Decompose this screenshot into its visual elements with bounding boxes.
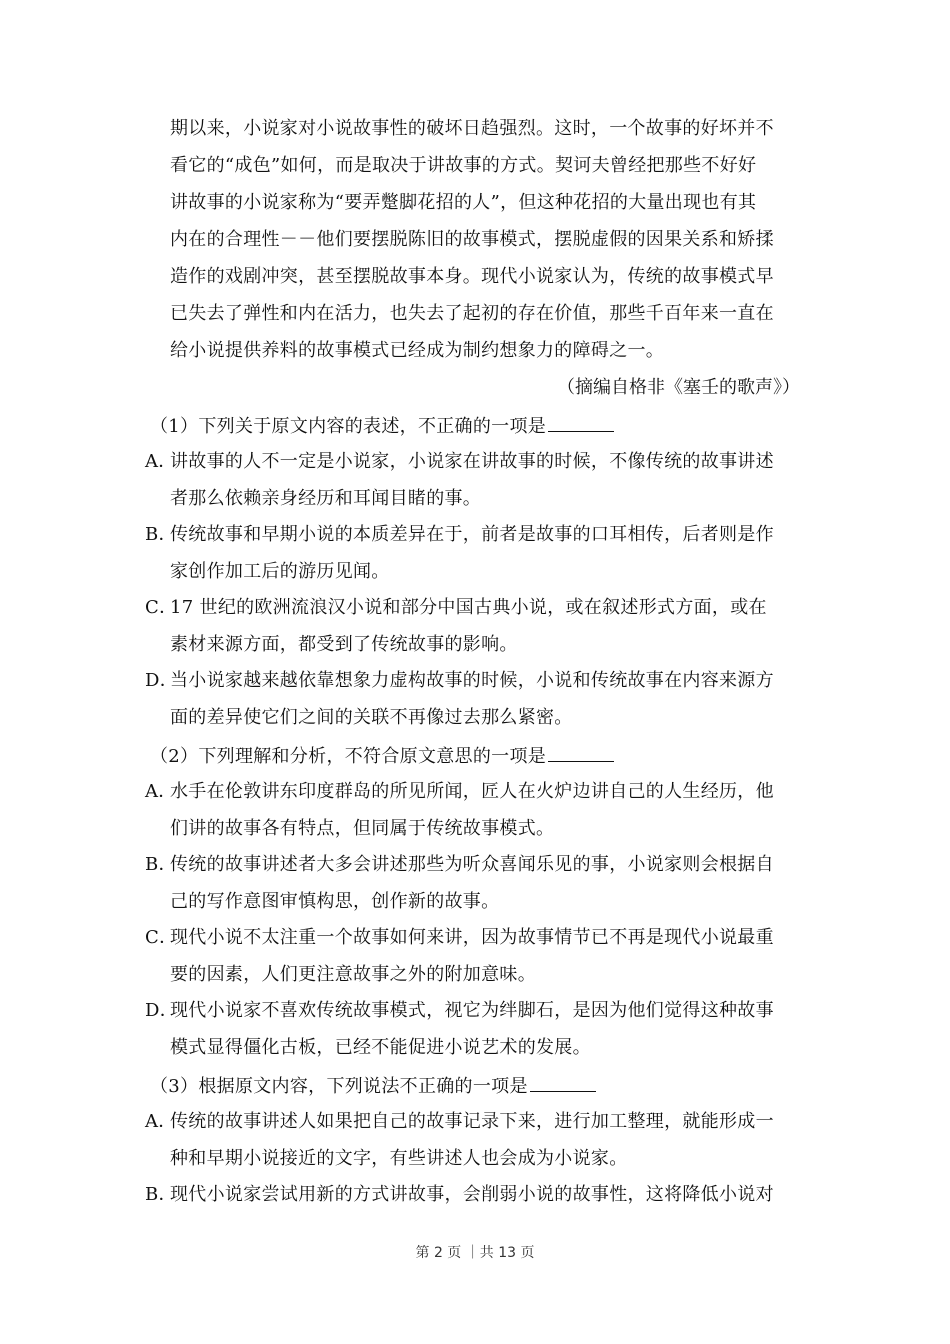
option-label: B． bbox=[145, 1184, 177, 1205]
passage-line: 讲故事的小说家称为“要弄蹩脚花招的人”，但这种花招的大量出现也有其 bbox=[170, 192, 757, 213]
option-text: 传统的故事讲述者大多会讲述那些为听众喜闻乐见的事，小说家则会根据自 bbox=[170, 854, 774, 875]
option-label: C． bbox=[145, 597, 178, 618]
option-text: 传统故事和早期小说的本质差异在于，前者是故事的口耳相传，后者则是作 bbox=[170, 524, 774, 545]
option-text: 当小说家越来越依靠想象力虚构故事的时候，小说和传统故事在内容来源方 bbox=[170, 670, 774, 691]
option-text: 传统的故事讲述人如果把自己的故事记录下来，进行加工整理，就能形成一 bbox=[170, 1111, 774, 1132]
option-text: 素材来源方面，都受到了传统故事的影响。 bbox=[170, 634, 518, 655]
answer-blank bbox=[530, 1073, 596, 1092]
option-text: 们讲的故事各有特点，但同属于传统故事模式。 bbox=[170, 818, 555, 839]
passage-line: 内在的合理性－－他们要摆脱陈旧的故事模式，摆脱虚假的因果关系和矫揉 bbox=[170, 229, 774, 250]
option-text: 要的因素，人们更注意故事之外的附加意味。 bbox=[170, 964, 536, 985]
option-text: 者那么依赖亲身经历和耳闻目睹的事。 bbox=[170, 488, 482, 509]
option-text: 水手在伦敦讲东印度群岛的所见所闻，匠人在火炉边讲自己的人生经历，他 bbox=[170, 781, 774, 802]
question-2-stem bbox=[150, 743, 614, 769]
answer-blank bbox=[548, 413, 614, 432]
option-label: A． bbox=[145, 1111, 177, 1132]
question-stem-text: （1）下列关于原文内容的表述，不正确的一项是 bbox=[150, 416, 547, 437]
option-label: C． bbox=[145, 927, 178, 948]
option-label: D． bbox=[145, 1000, 179, 1021]
option-text: 现代小说家不喜欢传统故事模式，视它为绊脚石，是因为他们觉得这种故事 bbox=[170, 1000, 774, 1021]
passage-line: 造作的戏剧冲突，甚至摆脱故事本身。现代小说家认为，传统的故事模式早 bbox=[170, 266, 774, 287]
question-1-stem bbox=[150, 413, 614, 439]
question-3-stem bbox=[150, 1073, 596, 1099]
passage-source: （摘编自格非《塞壬的歌声》） bbox=[557, 377, 800, 398]
option-label: A． bbox=[145, 451, 177, 472]
option-text: 家创作加工后的游历见闻。 bbox=[170, 561, 390, 582]
question-stem-text: （3）根据原文内容，下列说法不正确的一项是 bbox=[150, 1076, 528, 1097]
question-stem-text: （2）下列理解和分析，不符合原文意思的一项是 bbox=[150, 746, 547, 767]
passage-line: 看它的“成色”如何，而是取决于讲故事的方式。契诃夫曾经把那些不好好 bbox=[170, 155, 757, 176]
option-text: 模式显得僵化古板，已经不能促进小说艺术的发展。 bbox=[170, 1037, 591, 1058]
option-text: 己的写作意图审慎构思，创作新的故事。 bbox=[170, 891, 500, 912]
option-text: 讲故事的人不一定是小说家，小说家在讲故事的时候，不像传统的故事讲述 bbox=[170, 451, 774, 472]
passage-line: 给小说提供养料的故事模式已经成为制约想象力的障碍之一。 bbox=[170, 340, 665, 361]
answer-blank bbox=[548, 743, 614, 762]
option-label: D． bbox=[145, 670, 179, 691]
option-text: 现代小说不太注重一个故事如何来讲，因为故事情节已不再是现代小说最重 bbox=[170, 927, 774, 948]
option-text: 17 世纪的欧洲流浪汉小说和部分中国古典小说，或在叙述形式方面，或在 bbox=[170, 597, 767, 618]
option-text: 现代小说家尝试用新的方式讲故事，会削弱小说的故事性，这将降低小说对 bbox=[170, 1184, 774, 1205]
option-label: A． bbox=[145, 781, 177, 802]
page-footer: 第 2 页 ｜共 13 页 bbox=[415, 1245, 535, 1261]
passage-line: 已失去了弹性和内在活力，也失去了起初的存在价值，那些千百年来一直在 bbox=[170, 303, 774, 324]
option-text: 面的差异使它们之间的关联不再像过去那么紧密。 bbox=[170, 707, 573, 728]
option-label: B． bbox=[145, 854, 177, 875]
passage-line: 期以来，小说家对小说故事性的破坏日趋强烈。这时，一个故事的好坏并不 bbox=[170, 118, 774, 139]
option-label: B． bbox=[145, 524, 177, 545]
option-text: 种和早期小说接近的文字，有些讲述人也会成为小说家。 bbox=[170, 1148, 628, 1169]
